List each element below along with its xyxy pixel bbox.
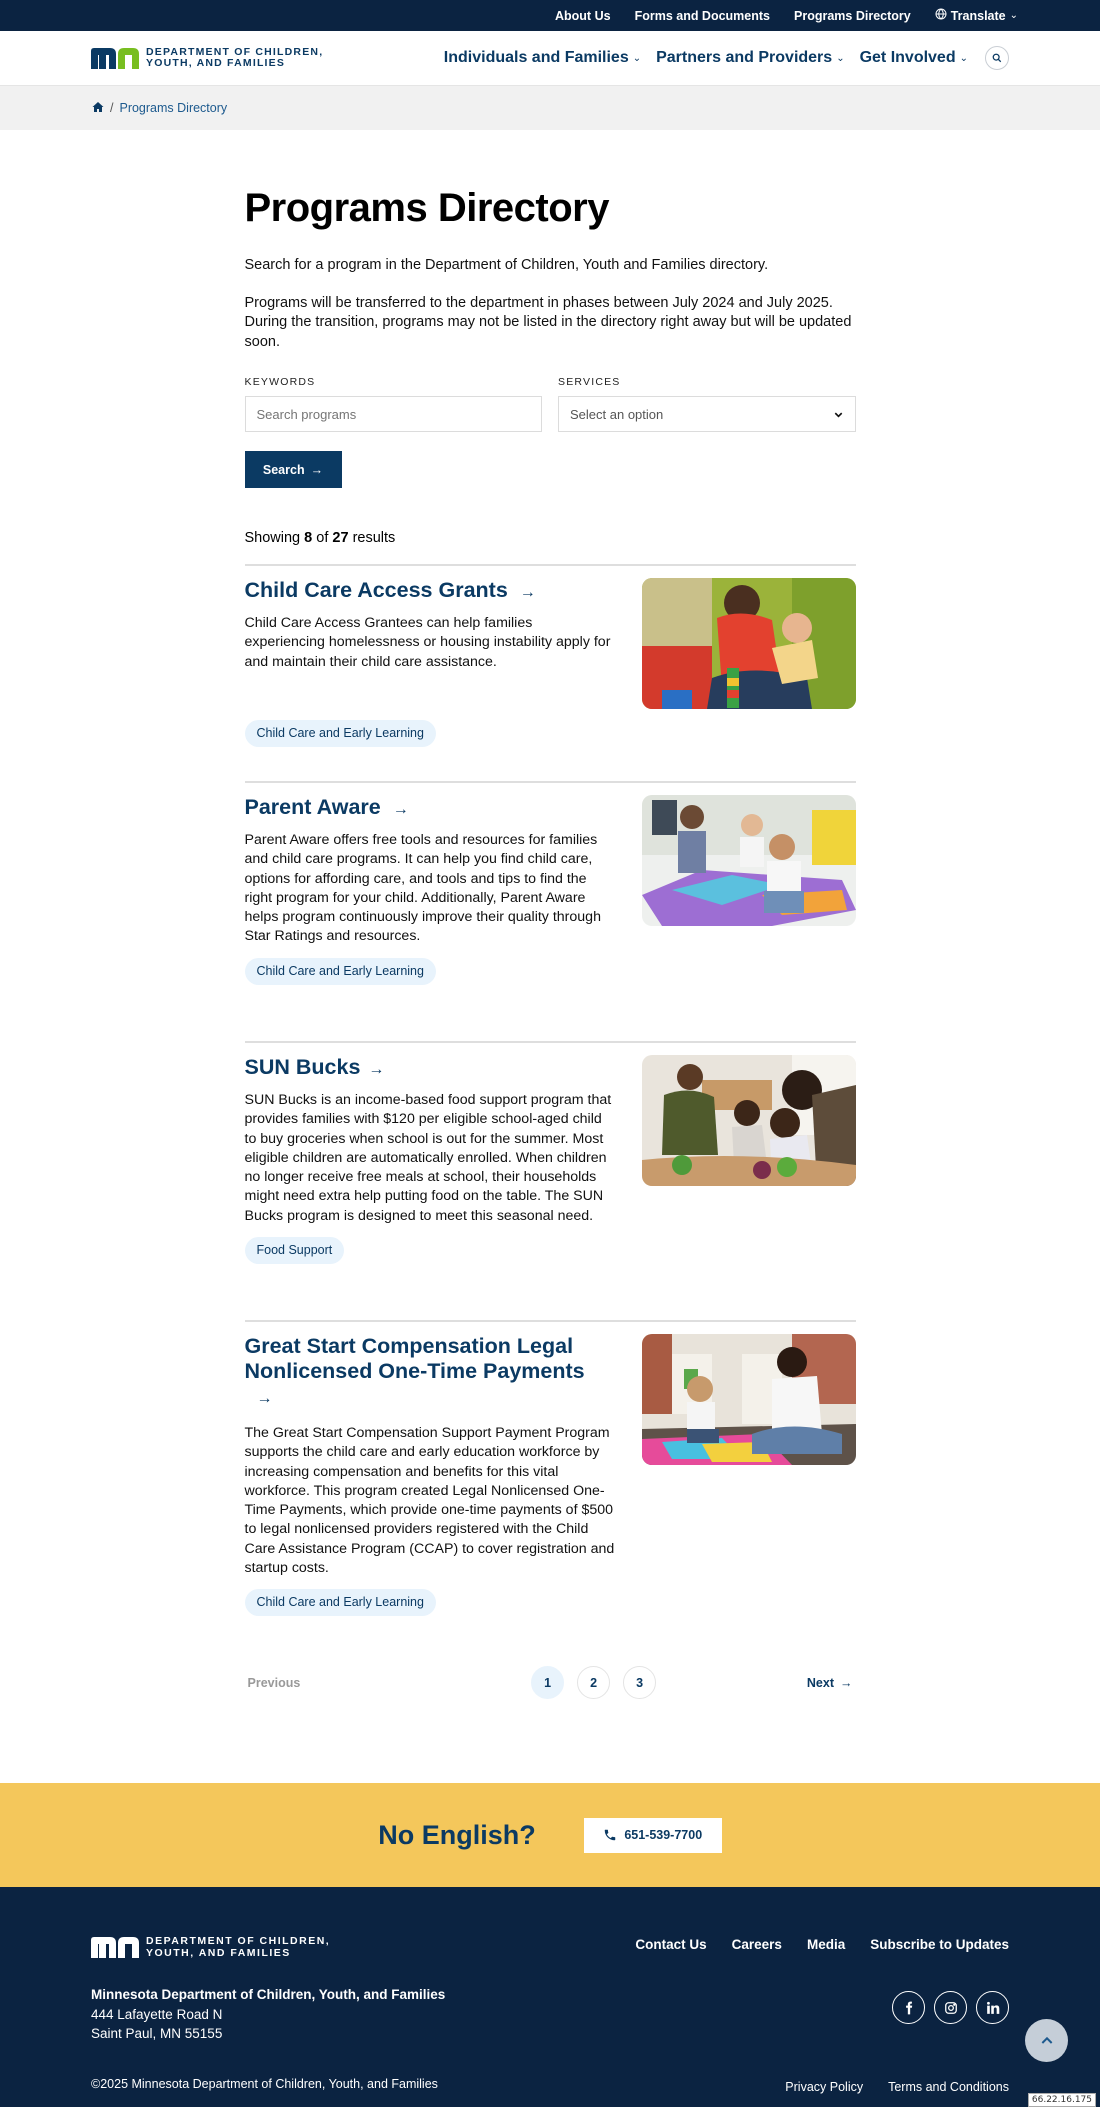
arrow-right-icon: → — [392, 801, 409, 818]
utility-link-forms[interactable]: Forms and Documents — [634, 8, 770, 23]
ip-address-badge: 66.22.16.175 — [1028, 2093, 1096, 2107]
utility-link-about-us[interactable]: About Us — [555, 8, 611, 23]
program-title-link[interactable]: SUN Bucks → — [244, 1055, 385, 1079]
pagination — [245, 1666, 856, 1699]
search-icon — [992, 53, 1002, 63]
phone-icon — [603, 1828, 617, 1842]
linkedin-icon — [986, 2001, 1000, 2015]
previous-page-button[interactable]: Previous — [247, 1675, 301, 1690]
copyright: ©2025 Minnesota Department of Children, Youth, and Families — [91, 2077, 438, 2091]
program-title-link[interactable]: Child Care Access Grants → — [244, 578, 536, 602]
address-line-2: Saint Paul, MN 55155 — [91, 2026, 223, 2041]
nav-partners-and-providers[interactable]: Partners and Providers ⌄ — [656, 49, 845, 66]
program-image — [642, 578, 856, 709]
arrow-right-icon: → — [256, 1390, 273, 1407]
site-footer — [0, 1887, 1100, 2107]
program-description: SUN Bucks is an income-based food support program that provides families with $120 per eligible school-aged child to buy groceries when school is out for the summer. Most eligible children are automatically enrolled. When children no longer receive free meals at school, their households might need extra help putting food on the table. The SUN Bucks program is designed to meet this seasonal need. — [244, 1092, 612, 1224]
chevron-up-icon — [1039, 2033, 1055, 2049]
program-card — [245, 1320, 856, 1626]
services-selected-value: Select an option — [570, 406, 664, 422]
services-select[interactable] — [558, 396, 856, 432]
program-title-link[interactable]: Parent Aware → — [244, 795, 409, 819]
program-tag[interactable]: Food Support — [245, 1237, 345, 1264]
next-page-button[interactable]: Next → — [806, 1675, 853, 1690]
mn-logo-icon — [91, 47, 139, 69]
terms-link[interactable]: Terms and Conditions — [888, 2080, 1009, 2094]
breadcrumb-separator: / — [110, 101, 114, 115]
program-title-link[interactable]: Great Start Compensation Legal Nonlicensed One-Time Payments → — [244, 1334, 585, 1407]
program-card — [245, 781, 856, 1041]
nav-get-involved[interactable]: Get Involved ⌄ — [859, 49, 968, 66]
home-icon — [92, 101, 104, 113]
main-content — [245, 130, 856, 1699]
program-image — [642, 1334, 856, 1465]
program-tag[interactable]: Child Care and Early Learning — [245, 958, 436, 985]
mn-logo-icon — [91, 1936, 139, 1958]
org-name: Minnesota Department of Children, Youth, and Families — [91, 1987, 446, 2002]
nav-individuals-and-families[interactable]: Individuals and Families ⌄ — [443, 49, 642, 66]
breadcrumb-current[interactable]: Programs Directory — [119, 101, 228, 115]
chevron-down-icon — [833, 409, 844, 420]
search-filters — [245, 376, 856, 432]
privacy-policy-link[interactable]: Privacy Policy — [785, 2080, 864, 2094]
no-english-heading: No English? — [378, 1819, 536, 1850]
arrow-right-icon: → — [310, 462, 324, 477]
phone-button[interactable]: 651-539-7700 — [584, 1818, 722, 1853]
no-english-band — [0, 1783, 1100, 1887]
header-search-button[interactable] — [985, 46, 1009, 70]
program-description: The Great Start Compensation Support Payment Program supports the child care and early education workforce by increasing compensation and benefits for this vital workforce. This program created Legal Nonlicensed One-Time Payments, which provide one-time payments of $500 to legal nonlicensed providers registered with the Child Care Assistance Program (CCAP) to cover registration and startup costs. — [244, 1425, 615, 1577]
footer-link-media[interactable]: Media — [806, 1937, 846, 1952]
address-line-1: 444 Lafayette Road N — [91, 2006, 223, 2022]
footer-address — [91, 1985, 445, 2044]
program-card — [245, 1041, 856, 1320]
footer-nav — [635, 1935, 1009, 1952]
facebook-link[interactable] — [892, 1991, 925, 2024]
program-description: Child Care Access Grantees can help families experiencing homelessness or housing instability apply for and maintain their child care assistance. — [244, 615, 611, 670]
translate-button[interactable] — [935, 8, 1018, 23]
page-list — [531, 1666, 656, 1699]
site-logo[interactable] — [91, 47, 323, 69]
arrow-right-icon: → — [840, 1675, 853, 1690]
footer-link-careers[interactable]: Careers — [731, 1937, 782, 1952]
footer-logo[interactable] — [91, 1935, 445, 1959]
instagram-icon — [944, 2001, 958, 2015]
keywords-field — [245, 376, 543, 432]
logo-text: DEPARTMENT OF CHILDREN, YOUTH, AND FAMILIES — [146, 46, 324, 69]
back-to-top-button[interactable] — [1025, 2019, 1068, 2062]
page-button-1[interactable]: 1 — [531, 1666, 564, 1699]
globe-icon — [935, 8, 947, 23]
linkedin-link[interactable] — [976, 1991, 1009, 2024]
chevron-down-icon: ⌄ — [836, 52, 845, 64]
program-image — [642, 1055, 856, 1186]
social-links — [892, 1991, 1009, 2024]
footer-link-subscribe[interactable]: Subscribe to Updates — [870, 1937, 1009, 1952]
chevron-down-icon: ⌄ — [632, 52, 642, 64]
primary-nav — [444, 46, 1009, 70]
results-count: Showing 8 of 27 results — [244, 530, 396, 546]
footer-link-contact-us[interactable]: Contact Us — [635, 1937, 707, 1952]
breadcrumb — [0, 86, 1100, 130]
keywords-label: KEYWORDS — [244, 376, 316, 388]
page-button-2[interactable]: 2 — [577, 1666, 610, 1699]
facebook-icon — [902, 2001, 916, 2015]
arrow-right-icon: → — [368, 1061, 385, 1078]
utility-link-programs-directory[interactable]: Programs Directory — [794, 8, 911, 23]
keywords-input[interactable] — [245, 396, 543, 432]
arrow-right-icon: → — [519, 584, 536, 601]
search-button[interactable]: Search → — [245, 451, 342, 488]
services-field — [558, 376, 856, 432]
footer-logo-text: DEPARTMENT OF CHILDREN, YOUTH, AND FAMILIES — [146, 1935, 331, 1959]
chevron-down-icon: ⌄ — [1009, 10, 1018, 21]
program-card — [245, 564, 856, 781]
chevron-down-icon: ⌄ — [959, 52, 968, 64]
services-label: SERVICES — [558, 376, 621, 388]
program-tag[interactable]: Child Care and Early Learning — [245, 720, 436, 747]
page-button-3[interactable]: 3 — [623, 1666, 656, 1699]
main-header — [0, 31, 1100, 86]
instagram-link[interactable] — [934, 1991, 967, 2024]
intro — [245, 256, 856, 352]
legal-links — [785, 2080, 1009, 2094]
home-link[interactable] — [92, 101, 104, 116]
program-description: Parent Aware offers free tools and resources for families and child care programs. It can help you find child care, options for affording care, and tools and tips to find the right program for your child. Additionally, Parent Aware helps program continuously improve their quality through Star Ratings and resources. — [244, 832, 601, 945]
page-title: Programs Directory — [244, 186, 609, 230]
intro-paragraph: Programs will be transferred to the department in phases between July 2024 and July 2025. During the transition, programs may not be listed in the directory right away but will be updated soon. — [244, 294, 852, 350]
program-image — [642, 795, 856, 926]
intro-paragraph: Search for a program in the Department of Children, Youth and Families directory. — [244, 257, 769, 273]
program-tag[interactable]: Child Care and Early Learning — [245, 1589, 436, 1616]
translate-label: Translate — [950, 8, 1006, 23]
utility-bar — [0, 0, 1100, 31]
